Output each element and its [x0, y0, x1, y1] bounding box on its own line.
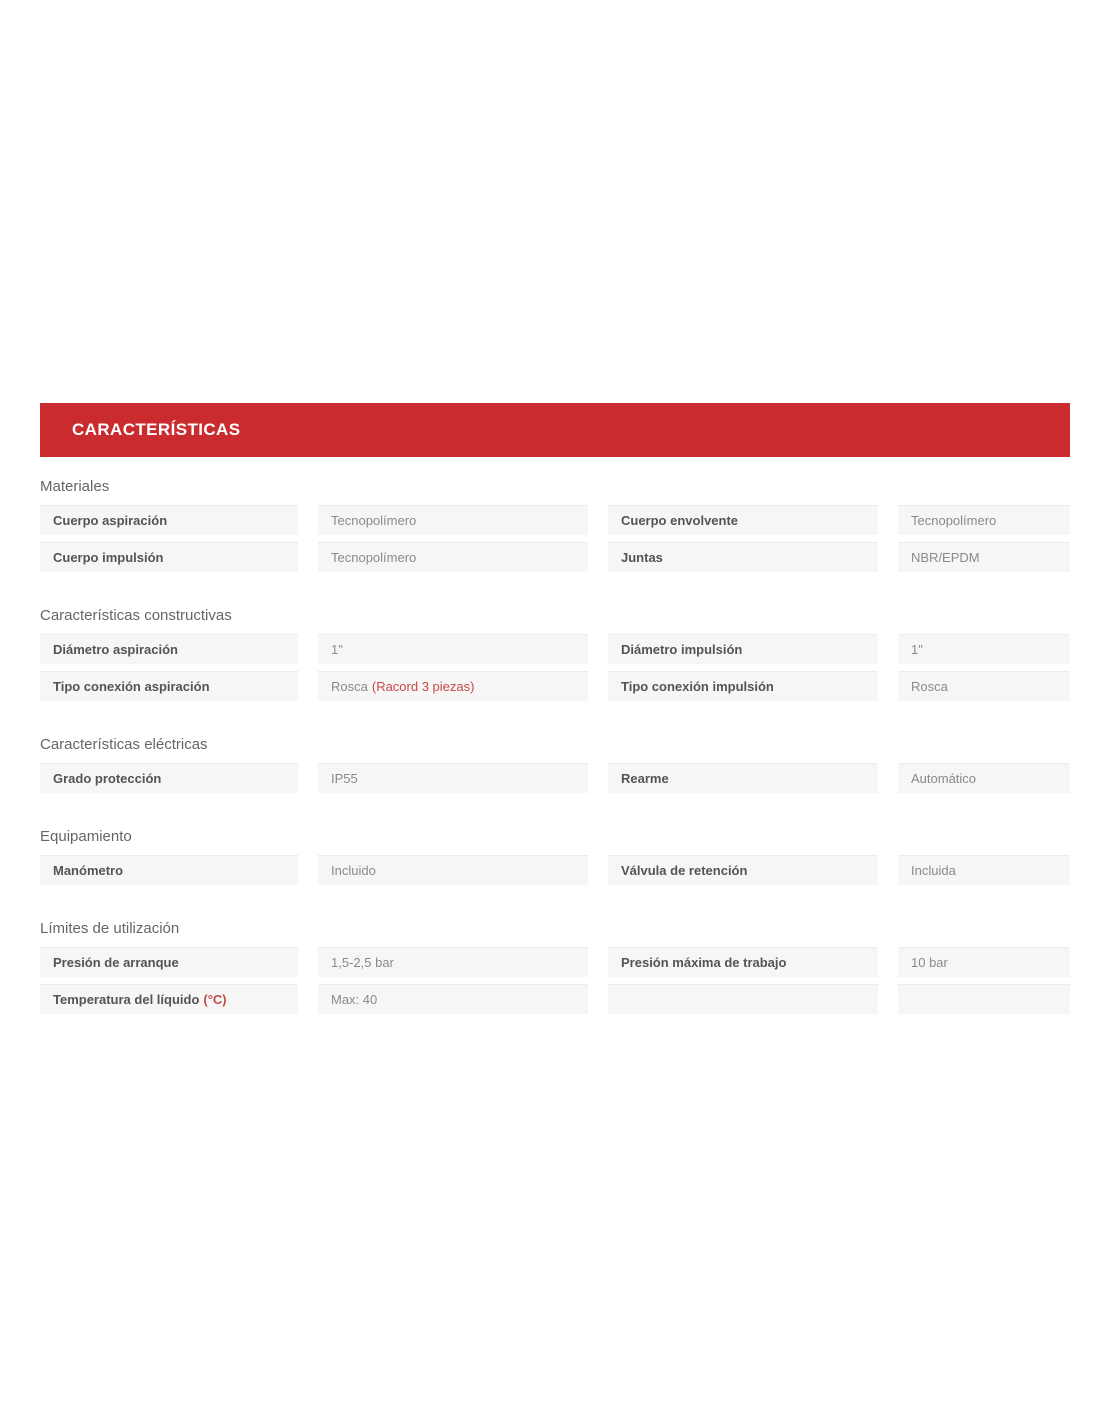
- spec-value-cell: [898, 763, 1070, 793]
- section-heading: Límites de utilización: [40, 920, 180, 937]
- characteristics-banner-title: CARACTERÍSTICAS: [72, 420, 241, 439]
- section-heading: Características eléctricas: [40, 736, 208, 753]
- spec-label-cell: [608, 634, 878, 664]
- spec-label-cell: [608, 542, 878, 572]
- spec-text: Diámetro aspiración: [53, 641, 178, 657]
- spec-value-cell: [318, 671, 588, 701]
- spec-text: Automático: [911, 770, 977, 786]
- spec-row: [40, 671, 1070, 701]
- spec-label-cell: [40, 763, 298, 793]
- characteristics-banner: [40, 403, 1070, 457]
- section-heading: Equipamiento: [40, 828, 132, 845]
- section-heading: Características constructivas: [40, 607, 232, 624]
- spec-value-cell: [898, 542, 1070, 572]
- spec-row: [40, 947, 1070, 977]
- spec-text: NBR/EPDM: [911, 549, 980, 565]
- spec-section: [40, 827, 1070, 885]
- spec-label-cell: [40, 505, 298, 535]
- spec-text: Rosca: [911, 678, 948, 694]
- spec-value-cell: [318, 947, 588, 977]
- spec-section: [40, 919, 1070, 1014]
- spec-sections: [40, 477, 1070, 1014]
- spec-text: Temperatura del líquido: [53, 991, 200, 1007]
- spec-value-cell: [898, 947, 1070, 977]
- spec-text: 1": [911, 641, 923, 657]
- spec-text: Presión de arranque: [53, 954, 179, 970]
- spec-text: Diámetro impulsión: [621, 641, 743, 657]
- spec-label-cell: [40, 855, 298, 885]
- spec-label-cell: [40, 542, 298, 572]
- spec-value-cell: [898, 855, 1070, 885]
- spec-text: Grado protección: [53, 770, 162, 786]
- spec-text: Tipo conexión impulsión: [621, 678, 774, 694]
- spec-text: Cuerpo aspiración: [53, 512, 168, 528]
- spec-label-cell: [40, 671, 298, 701]
- spec-label-cell: [608, 947, 878, 977]
- spec-label-cell: [608, 984, 878, 1014]
- spec-row: [40, 984, 1070, 1014]
- spec-text: Presión máxima de trabajo: [621, 954, 787, 970]
- spec-value-cell: [898, 671, 1070, 701]
- spec-section: [40, 606, 1070, 701]
- spec-text: Incluida: [911, 862, 956, 878]
- spec-row: [40, 855, 1070, 885]
- spec-label-cell: [608, 505, 878, 535]
- spec-label-cell: [40, 984, 298, 1014]
- spec-value-cell: [318, 634, 588, 664]
- spec-value-cell: [318, 542, 588, 572]
- spec-value-cell: [318, 763, 588, 793]
- spec-text: IP55: [331, 770, 358, 786]
- spec-text: 1": [331, 641, 343, 657]
- spec-section: [40, 735, 1070, 793]
- spec-text: Incluido: [331, 862, 376, 878]
- spec-text: Cuerpo impulsión: [53, 549, 164, 565]
- spec-row: [40, 763, 1070, 793]
- spec-label-cell: [40, 947, 298, 977]
- spec-value-cell: [898, 634, 1070, 664]
- spec-text: Tecnopolímero: [331, 549, 417, 565]
- spec-value-cell: [318, 984, 588, 1014]
- section-heading: Materiales: [40, 478, 110, 495]
- spec-row: [40, 542, 1070, 572]
- spec-text-red: (Racord 3 piezas): [371, 678, 475, 694]
- spec-label-cell: [608, 855, 878, 885]
- spec-text: Tipo conexión aspiración: [53, 678, 210, 694]
- spec-text: Rearme: [621, 770, 669, 786]
- spec-text: 10 bar: [911, 954, 948, 970]
- spec-label-cell: [40, 634, 298, 664]
- spec-text: Max: 40: [331, 991, 378, 1007]
- spec-text: 1,5-2,5 bar: [331, 954, 394, 970]
- spec-section: [40, 477, 1070, 572]
- spec-text: Manómetro: [53, 862, 124, 878]
- spec-label-cell: [608, 763, 878, 793]
- spec-text: Juntas: [621, 549, 663, 565]
- spec-row: [40, 634, 1070, 664]
- spec-value-cell: [318, 855, 588, 885]
- spec-value-cell: [898, 505, 1070, 535]
- spec-text: Tecnopolímero: [331, 512, 417, 528]
- spec-label-cell: [608, 671, 878, 701]
- spec-text: Rosca: [331, 678, 368, 694]
- spec-value-cell: [318, 505, 588, 535]
- spec-value-cell: [898, 984, 1070, 1014]
- spec-row: [40, 505, 1070, 535]
- spec-text: Cuerpo envolvente: [621, 512, 739, 528]
- spec-text: Tecnopolímero: [911, 512, 997, 528]
- spec-text: Válvula de retención: [621, 862, 748, 878]
- spec-text-red: (°C): [203, 991, 227, 1007]
